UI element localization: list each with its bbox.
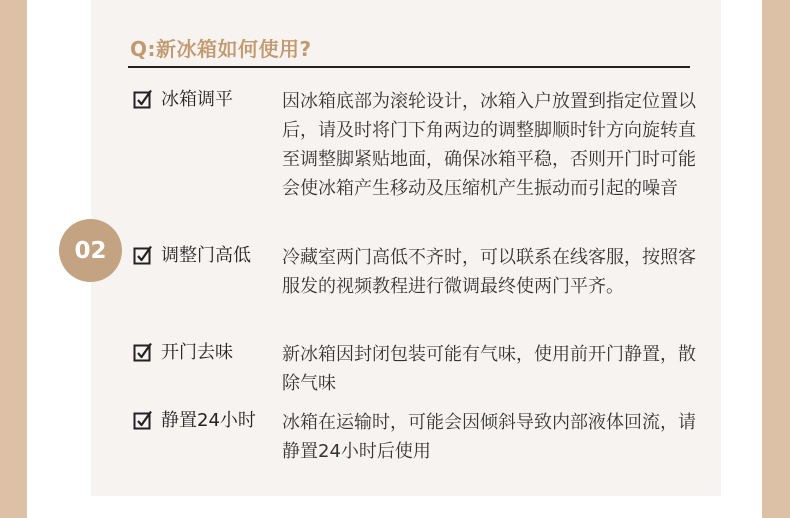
item-label: 开门去味 <box>161 342 233 363</box>
checkbox-checked-icon <box>133 410 153 430</box>
checkbox-checked-icon <box>133 245 153 265</box>
item-description: 冷藏室两门高低不齐时，可以联系在线客服，按照客服发的视频教程进行微调最终使两门平齐。 <box>282 247 696 297</box>
step-badge: 02 <box>59 219 122 282</box>
left-border <box>0 0 27 518</box>
question-title: Q:新冰箱如何使用? <box>130 37 312 61</box>
item-description: 新冰箱因封闭包装可能有气味，使用前开门静置，散除气味 <box>282 344 696 394</box>
checkbox-checked-icon <box>133 89 153 109</box>
item-description: 冰箱在运输时，可能会因倾斜导致内部液体回流，请静置24小时后使用 <box>282 412 696 462</box>
item-label: 冰箱调平 <box>161 89 233 110</box>
item-description: 因冰箱底部为滚轮设计，冰箱入户放置到指定位置以后，请及时将门下角两边的调整脚顺时针方向旋转直至调整脚紧贴地面，确保冰箱平稳，否则开门时可能会使冰箱产生移动及压缩机产生振动而引起的噪音 <box>282 91 696 199</box>
title-divider <box>128 66 690 68</box>
item-label: 静置24小时 <box>161 410 256 431</box>
right-border <box>762 0 790 518</box>
item-label: 调整门高低 <box>161 245 251 266</box>
checkbox-checked-icon <box>133 342 153 362</box>
